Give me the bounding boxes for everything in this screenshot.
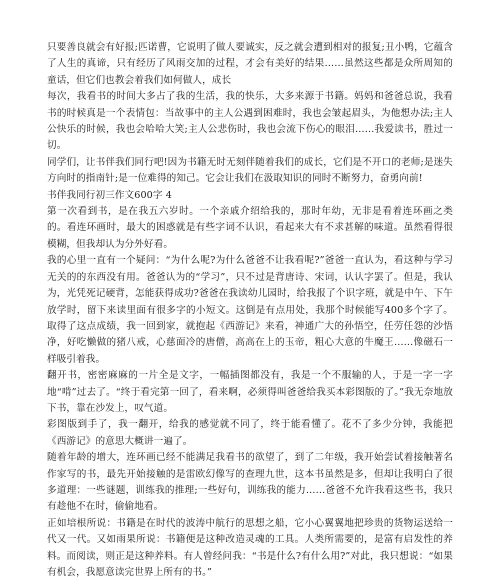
paragraph-first-book: 第一次看到书，是在我五六岁时。一个亲戚介绍给我的，那时年幼，无非是看着连环画之类的。看连环画时，最大的困惑就是有些字词不认识，看起来大有不求甚解的味道。虽然看得很模糊，但我却认为分外好看。: [47, 206, 453, 250]
paragraph-classmates: 同学们，让书伴我们同行吧!因为书籍无时无刻伴随着我们的成长，它们是不开口的老师;是迷失方向时的指南针;是一位难得的知己。它会让我们在汲取知识的同时不断努力，奋勇向前!: [47, 156, 453, 185]
paragraph-reading-time: 每次，我看书的时间大多占了我的生活，我的快乐，大多来源于书籍。妈妈和爸爸总说，我看书的时候真是一个表情包：当故事中的主人公遇到困难时，我也会皱起眉头，为他想办法;主人公快乐的时候，我也会哈哈大笑;主人公悲伤时，我也会流下伤心的眼泪……我爱读书，胜过一切。: [47, 91, 453, 152]
paragraph-open-book: 翻开书，密密麻麻的一片全是文字，一幅插图都没有，我是一个不服输的人，于是一字一字地“啃”过去了。“终于看完第一回了，看来啊，必须得叫爸爸给我买本彩图版的了。”我无奈地放下书，靠在沙发上，叹气道。: [47, 370, 453, 414]
paragraph-growing-older: 随着年龄的增大，连环画已经不能满足我看书的欲望了，到了二年级，我开始尝试着接触著名作家写的书，最先开始接触的是雷欧幻像写的查理九世，这本书虽然是多，但却让我明白了很多道理：一些谜题，训练我的推理;一些好句，训练我的能力……爸爸不允许我看这些书，我只有趁他不在时，偷偷地看。: [47, 452, 453, 513]
paragraph-quotes: 正如培根所说：书籍是在时代的波涛中航行的思想之船，它小心翼翼地把珍贵的货物运送给一代又一代。又如雨果所说：书籍便是这种改造灵魂的工具。人类所需要的，是富有启发性的养料。而阅读，则正是这种养料。有人曾经问我：“书是什么?有什么用?”对此，我只想说：“如果有机会，我愿意读完世界上所有的书。”: [47, 517, 453, 578]
paragraph-fairy-tales: 只要善良就会有好报;匹诺曹，它说明了做人要诚实，反之就会遭到相对的报复;丑小鸭，它蕴含了人生的真谛，只有经历了风雨交加的过程，才会有美好的结果……虽然这些都是众所周知的童话，但它们也教会着我们如何做人，成长: [47, 42, 453, 86]
paragraph-question: 我的心里一直有一个疑问：“为什么呢?为什么爸爸不让我看呢?”爸爸一直认为，看这种与学习无关的的东西没有用。爸爸认为的“学习”，只不过是背唐诗、宋词，认认字罢了。但是，我认为，光凭死记硬背，怎能获得成功?爸爸在我读幼儿园时，给我报了个识字班，就是中午、下午放学时，留下来读里面有很多字的小短文。这倒是有点用处，我那个时候能写400多个字了。取得了这点成绩，我一回到家，就抱起《西游记》来看，神通广大的孙悟空，任劳任怨的沙悟净，好吃懒做的猪八戒，心慈面冷的唐僧，高高在上的玉帝，粗心大意的牛魔王……像磁石一样吸引着我。: [47, 255, 453, 365]
paragraph-color-edition: 彩图版到手了，我一翻开，给我的感觉就不同了，终于能看懂了。花不了多少分钟，我能把《西游记》的意思大概讲一遍了。: [47, 419, 453, 447]
essay-title: 书伴我同行初三作文600字 4: [47, 189, 172, 201]
